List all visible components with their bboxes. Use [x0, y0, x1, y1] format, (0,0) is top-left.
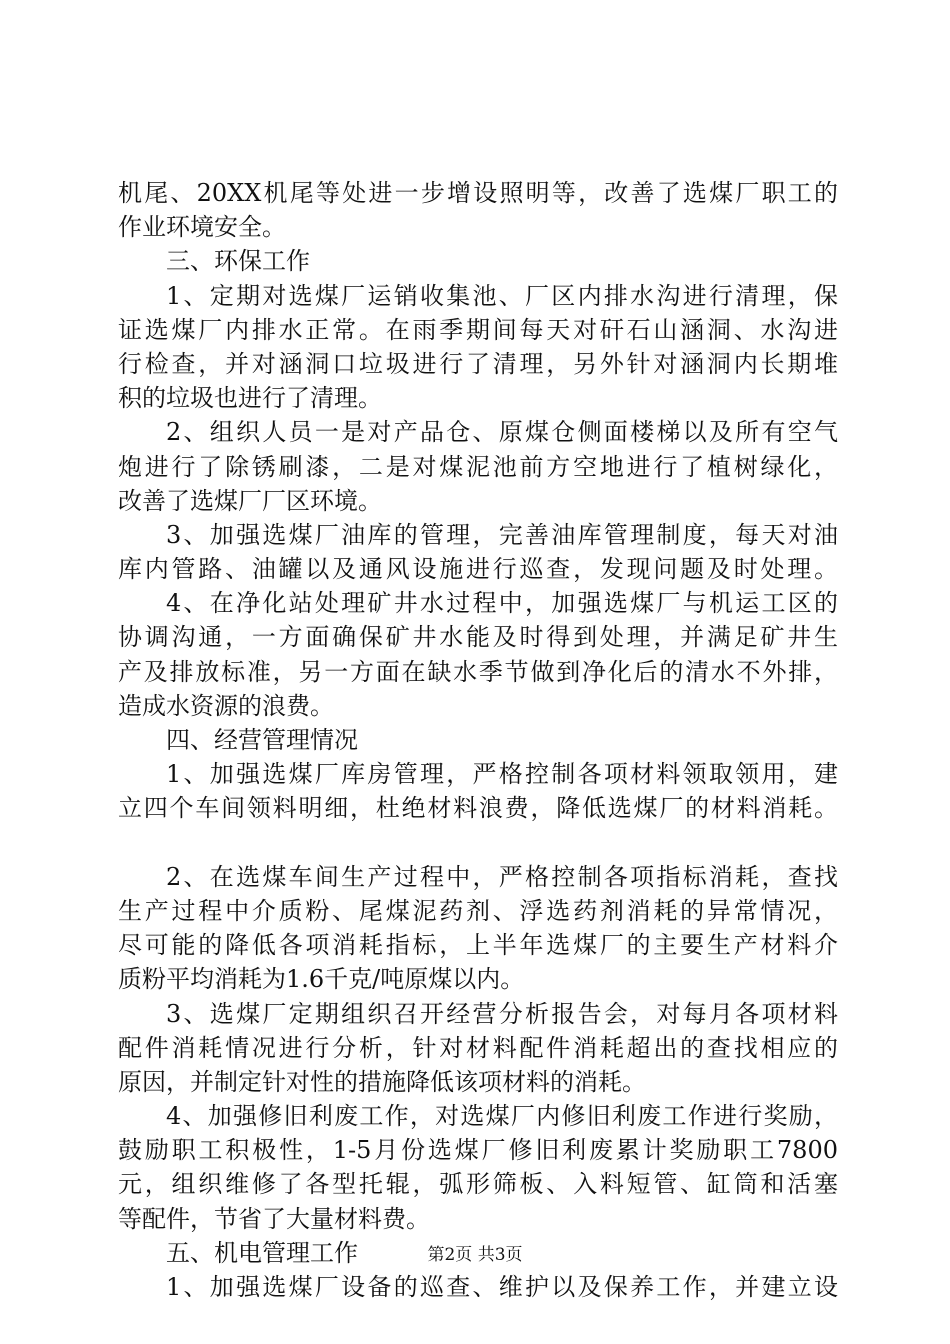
text-line: 产及排放标准，另一方面在缺水季节做到净化后的清水不外排，: [118, 657, 838, 686]
page-footer: 第2页 共3页: [427, 1245, 523, 1265]
text-line: 2、组织人员一是对产品仓、原煤仓侧面楼梯以及所有空气: [166, 418, 838, 447]
text-line: 改善了选煤厂厂区环境。: [118, 486, 382, 515]
text-line: 库内管路、油罐以及通风设施进行巡查，发现问题及时处理。: [118, 555, 838, 584]
text-line: 4、加强修旧利废工作，对选煤厂内修旧利废工作进行奖励，: [166, 1102, 838, 1131]
text-line: 配件消耗情况进行分析，针对材料配件消耗超出的查找相应的: [118, 1033, 838, 1062]
text-line: 1、加强选煤厂设备的巡查、维护以及保养工作，并建立设: [166, 1273, 838, 1301]
text-line: 四、经营管理情况: [166, 726, 358, 754]
text-line: 等配件，节省了大量材料费。: [118, 1204, 430, 1233]
text-line: 2、在选煤车间生产过程中，严格控制各项指标消耗，查找: [166, 862, 838, 891]
text-line: 3、选煤厂定期组织召开经营分析报告会，对每月各项材料: [166, 999, 838, 1028]
text-line: 作业环境安全。: [118, 213, 286, 242]
text-line: 证选煤厂内排水正常。在雨季期间每天对矸石山涵洞、水沟进: [118, 315, 838, 344]
text-line: 造成水资源的浪费。: [118, 691, 334, 720]
blank-line: [118, 826, 838, 860]
text-line: 三、环保工作: [166, 247, 310, 276]
text-line: 机尾、20XX机尾等处进一步增设照明等，改善了选煤厂职工的: [118, 179, 838, 207]
text-line: 1、定期对选煤厂运销收集池、厂区内排水沟进行清理，保: [166, 281, 838, 310]
document-body: [118, 176, 838, 1304]
text-line: 生产过程中介质粉、尾煤泥药剂、浮选药剂消耗的异常情况，: [118, 896, 838, 925]
text-line: 立四个车间领料明细，杜绝材料浪费，降低选煤厂的材料消耗。: [118, 794, 838, 823]
text-line: 尽可能的降低各项消耗指标，上半年选煤厂的主要生产材料介: [118, 931, 838, 960]
text-line: 五、机电管理工作: [166, 1238, 358, 1267]
text-line: 协调沟通，一方面确保矿井水能及时得到处理，并满足矿井生: [118, 623, 838, 652]
text-line: 元，组织维修了各型托辊，弧形筛板、入料短管、缸筒和活塞: [118, 1170, 838, 1199]
text-line: 1、加强选煤厂库房管理，严格控制各项材料领取领用，建: [166, 760, 838, 789]
text-line: 鼓励职工积极性，1-5月份选煤厂修旧利废累计奖励职工7800: [118, 1136, 838, 1165]
text-line: 炮进行了除锈刷漆，二是对煤泥池前方空地进行了植树绿化，: [118, 452, 838, 481]
text-line: 3、加强选煤厂油库的管理，完善油库管理制度，每天对油: [166, 520, 838, 549]
text-line: 积的垃圾也进行了清理。: [118, 384, 382, 413]
text-line: 原因，并制定针对性的措施降低该项材料的消耗。: [118, 1067, 646, 1096]
text-line: 质粉平均消耗为1.6千克/吨原煤以内。: [118, 965, 525, 994]
text-line: 4、在净化站处理矿井水过程中，加强选煤厂与机运工区的: [166, 589, 838, 618]
text-line: 行检查，并对涵洞口垃圾进行了清理，另外针对涵洞内长期堆: [118, 349, 838, 378]
